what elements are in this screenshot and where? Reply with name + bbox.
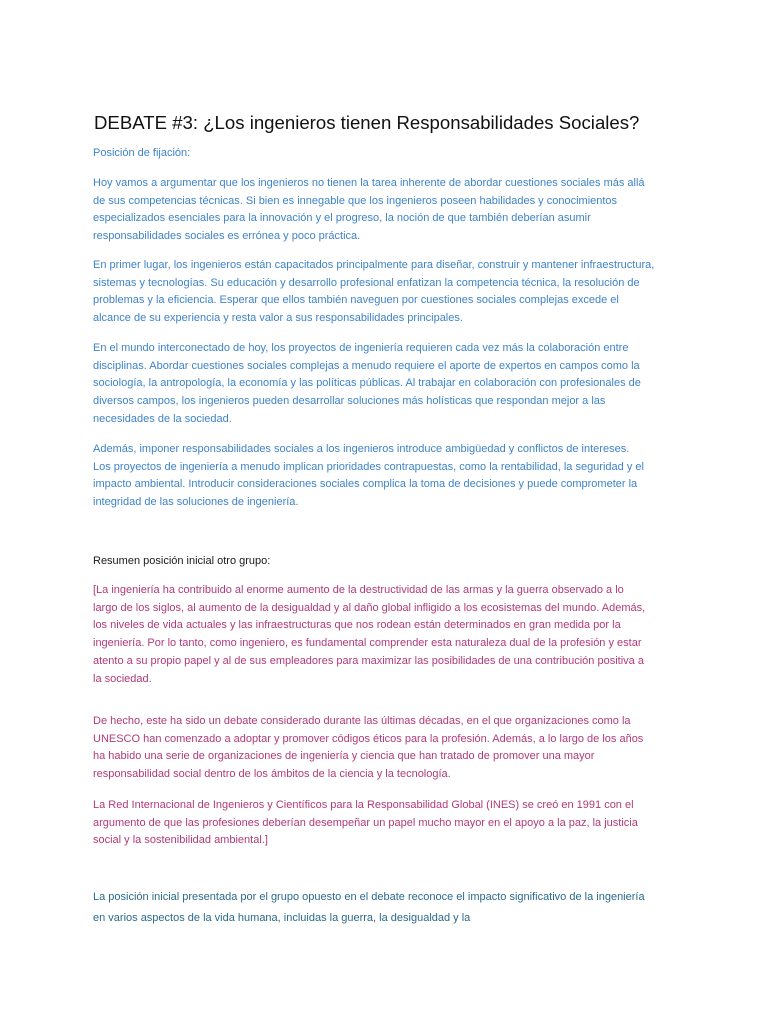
paragraph-line: social y la sostenibilidad ambiental.] xyxy=(93,834,268,847)
paragraph-line: Los proyectos de ingeniería a menudo implican prioridades contrapuestas, como la rentabilidad, la seguridad y el xyxy=(93,460,644,473)
closing-paragraph xyxy=(93,887,693,929)
paragraph-line: responsabilidades sociales es errónea y poco práctica. xyxy=(93,230,361,243)
paragraph-line: Hoy vamos a argumentar que los ingenieros no tienen la tarea inherente de abordar cuestiones sociales más allá xyxy=(93,177,645,189)
position-label xyxy=(93,145,693,163)
paragraph-line: atento a su propio papel y al de sus empleadores para maximizar las posibilidades de una contribución positiva a xyxy=(93,654,644,667)
summary-label-text: Resumen posición inicial otro grupo: xyxy=(93,555,271,567)
paragraph-1 xyxy=(93,175,693,246)
paragraph-line: integridad de las soluciones de ingeniería. xyxy=(93,496,299,509)
paragraph-line: sociología, la antropología, la economía y las políticas públicas. Al trabajar en colaboración con profesionales de xyxy=(93,377,641,390)
paragraph-line: diversos campos, los ingenieros pueden desarrollar soluciones más holísticas que respondan mejor a las xyxy=(93,395,606,408)
position-label-text: Posición de fijación: xyxy=(93,147,191,159)
paragraph-line: UNESCO han comenzado a adoptar y promover códigos éticos para la profesión. Además, a lo largo de los años xyxy=(93,732,644,745)
paragraph-line: necesidades de la sociedad. xyxy=(93,412,232,425)
paragraph-line: en varios aspectos de la vida humana, incluidas la guerra, la desigualdad y la xyxy=(93,912,471,924)
paragraph-line: problemas y la eficiencia. Esperar que ellos también naveguen por cuestiones sociales complejas excede el xyxy=(93,294,619,307)
paragraph-line: Además, imponer responsabilidades sociales a los ingenieros introduce ambigüedad y conflictos de intereses. xyxy=(93,443,630,455)
paragraph-line: En primer lugar, los ingenieros están capacitados principalmente para diseñar, construir y mantener infraestructura, xyxy=(93,259,655,271)
paragraph-line: la sociedad. xyxy=(93,672,152,685)
paragraph-3 xyxy=(93,340,693,429)
paragraph-line: disciplinas. Abordar cuestiones sociales complejas a menudo requiere el aporte de expertos en campos como la xyxy=(93,359,640,372)
quoted-paragraph-1 xyxy=(93,582,693,688)
paragraph-line: sistemas y tecnologías. Su educación y desarrollo profesional enfatizan la competencia técnica, la resolución de xyxy=(93,276,640,289)
paragraph-2 xyxy=(93,257,693,328)
quoted-paragraph-3 xyxy=(93,797,693,850)
paragraph-line: La posición inicial presentada por el grupo opuesto en el debate reconoce el impacto significativo de la ingeniería xyxy=(93,891,645,903)
summary-label xyxy=(93,553,693,571)
paragraph-line: impacto ambiental. Introducir consideraciones sociales complica la toma de decisiones y puede comprometer la xyxy=(93,478,638,491)
paragraph-line: largo de los siglos, al aumento de la desigualdad y al daño global infligido a los ecosistemas del mundo. Además, xyxy=(93,601,646,614)
quoted-paragraph-2 xyxy=(93,713,693,784)
paragraph-line: alcance de su experiencia y resta valor a sus responsabilidades principales. xyxy=(93,312,463,325)
document-title: DEBATE #3: ¿Los ingenieros tienen Responsabilidades Sociales? xyxy=(94,112,640,133)
paragraph-line: de sus competencias técnicas. Si bien es innegable que los ingenieros poseen habilidades y conocimientos xyxy=(93,194,618,207)
paragraph-4 xyxy=(93,441,693,512)
paragraph-line: especializados esenciales para la innovación y el progreso, la noción de que también deberían asumir xyxy=(93,212,591,225)
paragraph-line: los niveles de vida actuales y las infraestructuras que nos rodean están determinados en gran medida por la xyxy=(93,619,621,632)
paragraph-line: responsabilidad social dentro de los ámbitos de la ciencia y la tecnología. xyxy=(93,768,451,781)
paragraph-line: ha habido una serie de organizaciones de ingeniería y ciencia que han tratado de promover una mayor xyxy=(93,750,595,763)
paragraph-line: argumento de que las profesiones deberían desempeñar un papel mucho mayor en el apoyo a la paz, la justicia xyxy=(93,816,638,829)
paragraph-line: ingeniería. Por lo tanto, como ingeniero, es fundamental comprender esta naturaleza dual de la profesión y estar xyxy=(93,637,642,650)
paragraph-line: [La ingeniería ha contribuido al enorme aumento de la destructividad de las armas y la guerra observado a lo xyxy=(93,584,624,596)
paragraph-line: La Red Internacional de Ingenieros y Científicos para la Responsabilidad Global (INES) se creó en 1991 con el xyxy=(93,799,634,811)
paragraph-line: En el mundo interconectado de hoy, los proyectos de ingeniería requieren cada vez más la colaboración entre xyxy=(93,342,629,354)
paragraph-line: De hecho, este ha sido un debate considerado durante las últimas décadas, en el que organizaciones como la xyxy=(93,715,631,727)
